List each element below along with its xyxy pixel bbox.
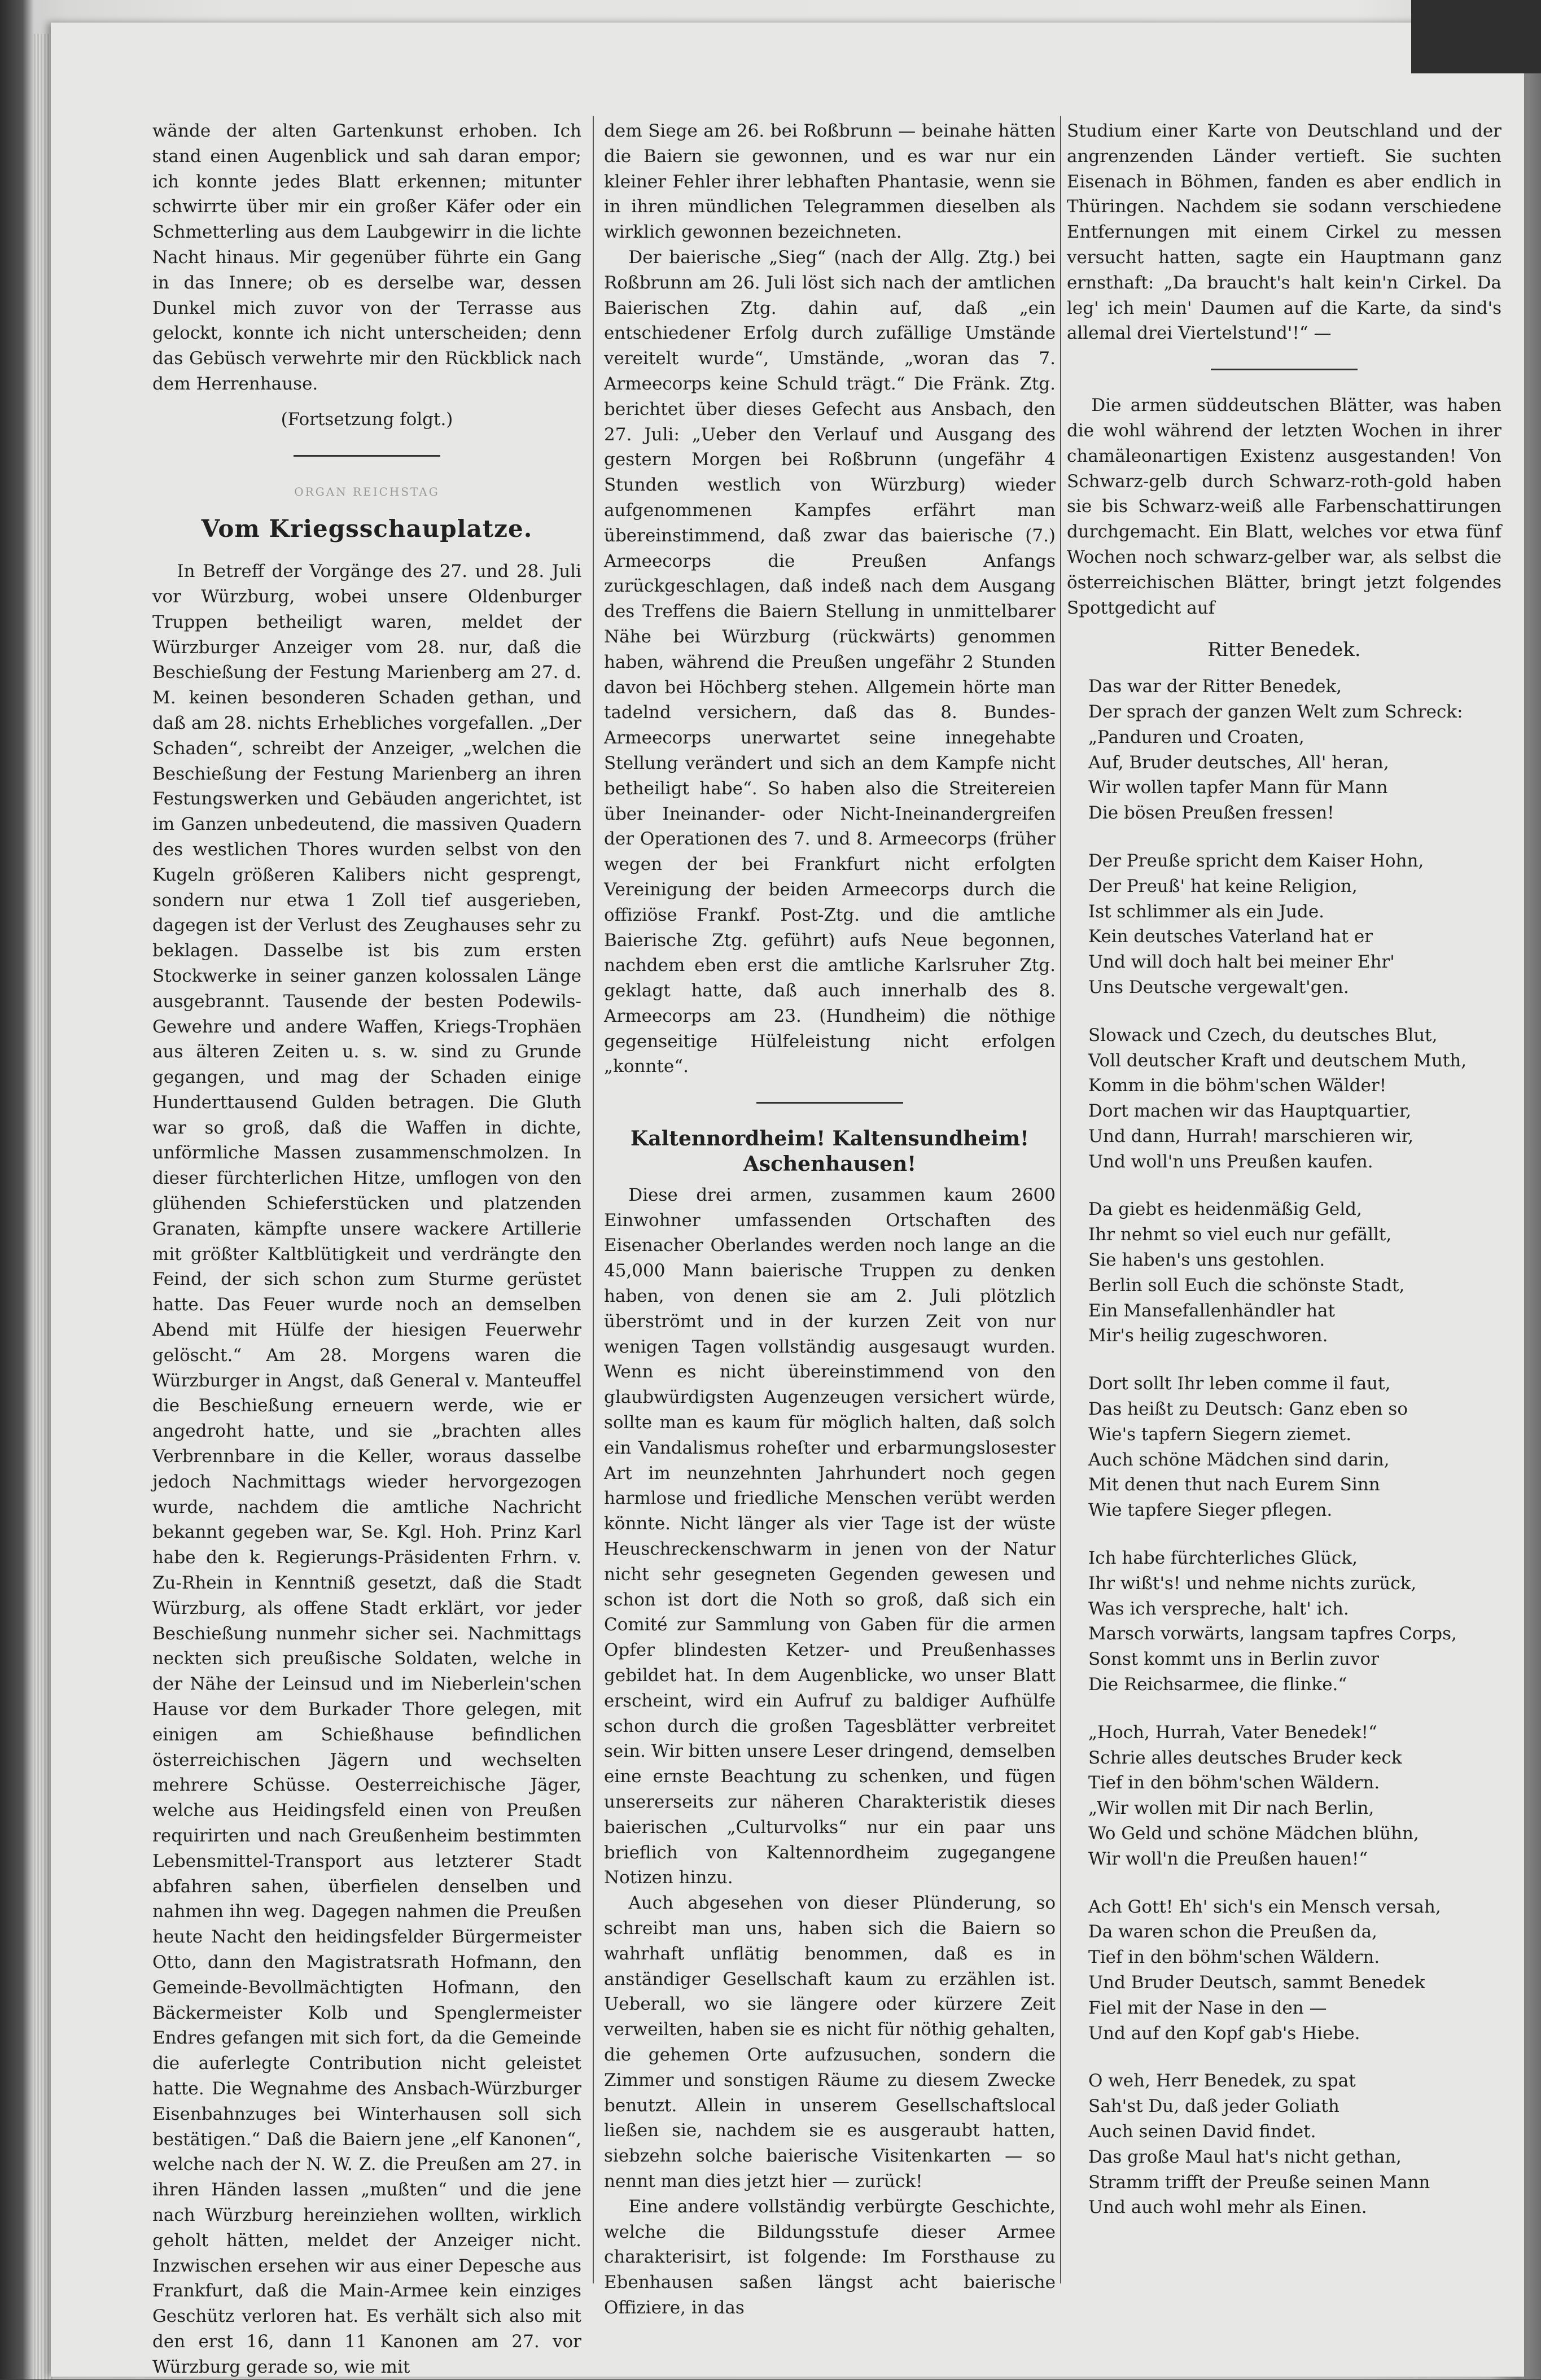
poem-line: Mir's heilig zugeschworen. bbox=[1088, 1325, 1328, 1346]
poem-line: Uns Deutsche vergewalt'gen. bbox=[1088, 977, 1349, 998]
article-heading: Kaltennordheim! Kaltensundheim! Aschenhausen! bbox=[631, 1127, 1029, 1176]
poem-line: Fiel mit der Nase in den — bbox=[1088, 1997, 1327, 2018]
poem-line: Sonst kommt uns in Berlin zuvor bbox=[1088, 1649, 1379, 1670]
column-rule-1 bbox=[593, 116, 594, 2283]
poem-line: „Hoch, Hurrah, Vater Benedek!“ bbox=[1088, 1722, 1377, 1743]
poem-stanza bbox=[1088, 674, 1501, 826]
poem-line: Ach Gott! Eh' sich's ein Mensch versah, bbox=[1088, 1896, 1441, 1917]
poem-line: Und auf den Kopf gab's Hiebe. bbox=[1088, 2023, 1360, 2044]
poem-line: Die bösen Preußen fressen! bbox=[1088, 803, 1334, 824]
poem-stanza bbox=[1088, 1895, 1501, 2046]
poem-line: Komm in die böhm'schen Wälder! bbox=[1088, 1075, 1387, 1096]
paragraph-sieg: Der baierische „Sieg“ (nach der Allg. Ztg.) bei Roßbrunn am 26. Juli löst sich nach der amtlichen Baierischen Ztg. dahin auf, daß „ein entschiedener Erfolg durch zufällige Umstände vereitelt wurde“, Umstände, „woran das 7. Armeecorps keine Schuld trägt.“ Die Fränk. Ztg. berichtet über dieses Gefecht aus Ansbach, den 27. Juli: „Ueber den Verlauf und Ausgang des gestern Morgen bei Roßbrunn (ungefähr 4 Stunden westlich von Würzburg) wieder aufgenommenen Kampfes erfährt man übereinstimmend, daß zwar das baierische (7.) Armeecorps die Preußen Anfangs zurückgeschlagen, daß indeß nach dem Ausgang des Treffens die Baiern Stellung in unmittelbarer Nähe bei Würzburg (rückwärts) genommen haben, während die Preußen ungefähr 2 Stunden davon bei Höchberg stehen. Allgemein hörte man tadelnd versichern, daß das 8. Bundes-Armeecorps unerwartet seine innegehabte Stellung verändert und sich an dem Kampfe nicht betheiligt habe“. So haben also die Streitereien über Ineinander- oder Nicht-Ineinandergreifen der Operationen des 7. und 8. Armeecorps (früher wegen der bei Frankfurt nicht erfolgten Vereinigung der beiden Armeecorps durch die offiziöse Frankf. Post-Ztg. und die amtliche Baierische Ztg. geführt) aufs Neue begonnen, nachdem eben erst die amtliche Karlsruher Ztg. geklagt hatte, daß auch innerhalb des 8. Armeecorps am 23. (Hundheim) die nöthige gegenseitige Hülfeleistung nicht erfolgen „konnte“. bbox=[604, 247, 1056, 1077]
paragraph-karte: Studium einer Karte von Deutschland und der angrenzenden Länder vertieft. Sie suchten Eisenach in Böhmen, fanden es aber endlich in Thüringen. Nachdem sie sodann verschiedene Entfernungen mit einem Cirkel zu messen versucht hatten, sagte ein Hauptmann ganz ernsthaft: „Da braucht's halt kein'n Cirkel. Da leg' ich mein' Daumen auf die Karte, da sind's allemal drei Viertelstund'!“ — bbox=[1067, 121, 1501, 344]
poem-line: Wie's tapfern Siegern ziemet. bbox=[1088, 1424, 1352, 1445]
paragraph-forsthaus: Eine andere vollständig verbürgte Geschichte, welche die Bildungsstufe dieser Armee charakterisirt, ist folgende: Im Forsthause zu Ebenhausen saßen längst acht baierische Offiziere, in das bbox=[604, 2196, 1056, 2318]
continued-note: (Fortsetzung folgt.) bbox=[281, 409, 453, 430]
war-report-body: In Betreff der Vorgänge des 27. und 28. Juli vor Würzburg, wobei unsere Oldenburger Truppen betheiligt waren, meldet der Würzburger Anzeiger vom 28. nur, daß die Beschießung der Festung Marienberg am 27. d. M. keinen besonderen Schaden gethan, und daß am 28. nichts Erhebliches vorgefallen. „Der Schaden“, schreibt der Anzeiger, „welchen die Beschießung der Festung Marienberg an ihren Festungswerken und Gebäuden angerichtet, ist im Ganzen unbedeutend, die massiven Quadern des westlichen Thores wurden selbst von den Kugeln größeren Kalibers nicht gesprengt, sondern nur etwa 1 Zoll tief ausgerieben, dagegen ist der Verlust des Zeughauses sehr zu beklagen. Dasselbe ist bis zum ersten Stockwerke in seiner ganzen kolossalen Länge ausgebrannt. Tausende der besten Podewils-Gewehre und andere Waffen, Kriegs-Trophäen aus älteren Zeiten u. s. w. sind zu Grunde gegangen, und mag der Schaden einige Hunderttausend Gulden betragen. Die Gluth war so groß, daß die Waffen in dichte, unförmliche Massen zusammenschmolzen. In dieser fürchterlichen Hitze, umflogen von den glühenden Schieferstücken und platzenden Granaten, kämpfte unsere wackere Artillerie mit größter Kaltblütigkeit und verdrängte den Feind, der sich schon zum Sturme gerüstet hatte. Das Feuer wurde noch an demselben Abend mit Hülfe der hiesigen Feuerwehr gelöscht.“ Am 28. Morgens waren die Würzburger in Angst, daß General v. Manteuffel die Beschießung erneuern werde, wie er angedroht hatte, und sie „brachten alles Verbrennbare in die Keller, woraus dasselbe jedoch Nachmittags wieder hervorgezogen wurde, nachdem die amtliche Nachricht bekannt gegeben war, Se. Kgl. Hoh. Prinz Karl habe den k. Regierungs-Präsidenten Frhrn. v. Zu-Rhein in Kenntniß gesetzt, daß die Stadt Würzburg, als offene Stadt erklärt, vor jeder Beschießung nunmehr sicher sei. Nachmittags neckten sich preußische Soldaten, welche in der Nähe der Leinsud und im Nieberlein'schen Hause vor dem Burkader Thore gelegen, mit einigen am Schießhause befindlichen österreichischen Jägern und wechselten mehrere Schüsse. Oesterreichische Jäger, welche aus Heidingsfeld einen von Preußen requirirten und nach Greußenheim bestimmten Lebensmittel-Transport aus letzterer Stadt abfahren sahen, überfielen denselben und nahmen ihn weg. Dagegen nahmen die Preußen heute Nacht den heidingsfelder Bürgermeister Otto, dann den Magistratsrath Hofmann, den Gemeinde-Bevollmächtigten Hofmann, den Bäckermeister Kolb und Spenglermeister Endres gefangen mit sich fort, da die Gemeinde die auferlegte Contribution nicht geleistet hatte. Die Wegnahme des Ansbach-Würzburger Eisenbahnzuges bei Winterhausen soll sich bestätigen.“ Daß die Baiern jene „elf Kanonen“, welche nach der N. W. Z. die Preußen am 27. in ihren Händen lassen „mußten“ und die jene nach Würzburg hereinziehen wollten, wirklich geholt hätten, meldet der Anzeiger nicht. Inzwischen ersehen wir aus einer Depesche aus Frankfurt, daß die Main-Armee kein einziges Geschütz verloren hat. Es verhält sich also mit den erst 16, dann 11 Kanonen am 27. vor Würzburg gerade so, wie mit bbox=[152, 561, 581, 2377]
poem-line: Die Reichsarmee, die flinke.“ bbox=[1088, 1674, 1347, 1695]
poem-line: Ich habe fürchterliches Glück, bbox=[1088, 1548, 1358, 1569]
poem-line: Das war der Ritter Benedek, bbox=[1088, 676, 1342, 697]
poem-line: Kein deutsches Vaterland hat er bbox=[1088, 926, 1373, 947]
poem-stanza bbox=[1088, 1023, 1501, 1175]
poem-line: Der Preuß' hat keine Religion, bbox=[1088, 876, 1358, 896]
separator bbox=[294, 455, 440, 457]
poem-line: „Wir wollen mit Dir nach Berlin, bbox=[1088, 1798, 1374, 1819]
poem-line: Marsch vorwärts, langsam tapfres Corps, bbox=[1088, 1624, 1457, 1644]
poem-line: Stramm trifft der Preuße seinen Mann bbox=[1088, 2172, 1430, 2193]
poem-stanza bbox=[1088, 2068, 1501, 2220]
poem-line: Was ich verspreche, halt' ich. bbox=[1088, 1598, 1349, 1619]
poem-stanza bbox=[1088, 1371, 1501, 1523]
poem-line: Ihr wißt's! und nehme nichts zurück, bbox=[1088, 1573, 1417, 1594]
column-3 bbox=[1067, 119, 1501, 2243]
paragraph-rossbrunn: dem Siege am 26. bei Roßbrunn — beinahe hätten die Baiern sie gewonnen, und es war nur ein kleiner Fehler ihrer lebhaften Phantasie, wenn sie in ihren mündlichen Telegrammen dieselben als wirklich gewonnen bezeichneten. bbox=[604, 121, 1056, 243]
poem-line: O weh, Herr Benedek, zu spat bbox=[1088, 2071, 1356, 2092]
poem-line: Slowack und Czech, du deutsches Blut, bbox=[1088, 1025, 1438, 1045]
poem-line: Wo Geld und schöne Mädchen blühn, bbox=[1088, 1823, 1419, 1844]
poem-line: Dort machen wir das Hauptquartier, bbox=[1088, 1101, 1412, 1122]
poem-line: Der Preuße spricht dem Kaiser Hohn, bbox=[1088, 850, 1424, 871]
section-title: Vom Kriegsschauplatze. bbox=[201, 515, 533, 543]
poem-line: Wir wollen tapfer Mann für Mann bbox=[1088, 777, 1388, 798]
poem-line: Ihr nehmt so viel euch nur gefällt, bbox=[1088, 1224, 1392, 1245]
column-rule-2 bbox=[1060, 116, 1061, 2283]
poem-line: Und Bruder Deutsch, sammt Benedek bbox=[1088, 1972, 1425, 1993]
paragraph-blaetter: Die armen süddeutschen Blätter, was haben die wohl während der letzten Wochen in ihrer chamäleonartigen Existenz ausgestanden! Von Schwarz-gelb durch Schwarz-roth-gold haben sie bis Schwarz-weiß alle Farbenschattirungen durchgemacht. Ein Blatt, welches vor etwa fünf Wochen noch schwarz-gelber war, als selbst die österreichischen Blätter, bringt jetzt folgendes Spottgedicht auf bbox=[1067, 395, 1501, 618]
poem-line: Auch schöne Mädchen sind darin, bbox=[1088, 1449, 1390, 1470]
poem-title: Ritter Benedek. bbox=[1207, 638, 1361, 662]
poem-line: Ein Mansefallenhändler hat bbox=[1088, 1300, 1335, 1321]
poem-line: Und woll'n uns Preußen kaufen. bbox=[1088, 1151, 1373, 1172]
poem-line: Sah'st Du, daß jeder Goliath bbox=[1088, 2096, 1339, 2117]
poem-line: Auf, Bruder deutsches, All' heran, bbox=[1088, 752, 1389, 773]
story-continuation: wände der alten Gartenkunst erhoben. Ich stand einen Augenblick und sah daran empor; ich konnte jedes Blatt erkennen; mitunter schwirrte über mir ein großer Käfer oder ein Schmetterling aus dem Laubgewirr in die lichte Nacht hinaus. Mir gegenüber führte ein Gang in das Innere; ob es derselbe war, dessen Dunkel mich zuvor von der Terrasse aus gelockt, konnte ich nicht unterscheiden; denn das Gebüsch verwehrte mir den Rückblick nach dem Herrenhause. bbox=[152, 121, 581, 394]
separator bbox=[1211, 369, 1358, 370]
poem-stanza bbox=[1088, 1197, 1501, 1349]
poem-line: „Panduren und Croaten, bbox=[1088, 727, 1304, 747]
poem-line: Da giebt es heidenmäßig Geld, bbox=[1088, 1199, 1362, 1220]
poem-line: Sie haben's uns gestohlen. bbox=[1088, 1250, 1325, 1271]
poem-stanza bbox=[1088, 1546, 1501, 1698]
column-2 bbox=[604, 119, 1056, 2321]
poem-line: Das große Maul hat's nicht gethan, bbox=[1088, 2146, 1402, 2167]
poem-line: Auch seinen David findet. bbox=[1088, 2121, 1316, 2142]
poem-stanza bbox=[1088, 1720, 1501, 1872]
paragraph-pluenderung: Auch abgesehen von dieser Plünderung, so schreibt man uns, haben sich die Baiern so wahrhaft unflätig benommen, daß es in anständiger Gesellschaft kaum zu erzählen ist. Ueberall, wo sie längere oder kürzere Zeit verweilten, haben sie es nicht für nöthig gehalten, die gehemen Orte aufzusuchen, sondern die Zimmer und sonstigen Räume zu diesem Zwecke benutzt. Allein in unserem Gesellschaftslocal ließen sie, nachdem sie es ausgeraubt hatten, siebzehn solche baierische Visitenkarten — so nennt man dies jetzt hier — zurück! bbox=[604, 1893, 1056, 2191]
poem-line: Dort sollt Ihr leben comme il faut, bbox=[1088, 1373, 1391, 1394]
poem-line: Mit denen thut nach Eurem Sinn bbox=[1088, 1475, 1380, 1495]
separator bbox=[756, 1102, 903, 1104]
poem-line: Wie tapfere Sieger pflegen. bbox=[1088, 1500, 1333, 1521]
poem bbox=[1067, 674, 1501, 2220]
poem-line: Voll deutscher Kraft und deutschem Muth, bbox=[1088, 1050, 1467, 1071]
poem-line: Und dann, Hurrah! marschieren wir, bbox=[1088, 1126, 1414, 1147]
poem-line: Und will doch halt bei meiner Ehr' bbox=[1088, 952, 1395, 973]
poem-stanza bbox=[1088, 848, 1501, 1000]
poem-line: Ist schlimmer als ein Jude. bbox=[1088, 901, 1325, 922]
bleed-through-text: ORGAN REICHSTAG bbox=[294, 484, 440, 498]
poem-line: Berlin soll Euch die schönste Stadt, bbox=[1088, 1275, 1405, 1296]
poem-line: Da waren schon die Preußen da, bbox=[1088, 1922, 1377, 1943]
poem-line: Tief in den böhm'schen Wäldern. bbox=[1088, 1947, 1380, 1968]
poem-line: Das heißt zu Deutsch: Ganz eben so bbox=[1088, 1399, 1408, 1420]
poem-line: Und auch wohl mehr als Einen. bbox=[1088, 2197, 1367, 2218]
page-stack-edge bbox=[34, 34, 53, 2379]
poem-line: Tief in den böhm'schen Wäldern. bbox=[1088, 1773, 1380, 1793]
poem-line: Der sprach der ganzen Welt zum Schreck: bbox=[1088, 701, 1463, 722]
column-1 bbox=[152, 119, 581, 2380]
poem-line: Schrie alles deutsches Bruder keck bbox=[1088, 1747, 1402, 1768]
paragraph-villages: Diese drei armen, zusammen kaum 2600 Einwohner umfassenden Ortschaften des Eisenacher Oberlandes werden noch lange an die 45,000 Mann baierische Truppen zu denken haben, von denen sie am 2. Juli plötzlich überströmt und in der kurzen Zeit von nur wenigen Tagen vollständig ausgesaugt wurden. Wenn es nicht übereinstimmend von den glaubwürdigsten Augenzeugen versichert würde, sollte man es kaum für möglich halten, daß solch ein Vandalismus roheſter und erbarmungslosester Art im neunzehnten Jahrhundert noch gegen harmlose und friedliche Menschen verübt werden könnte. Nicht länger als vier Tage ist der wüste Heuschreckenschwarm in jenen von der Natur nicht sehr gesegneten Gegenden gewesen und schon ist dort die Noth so groß, daß sich ein Comité zur Sammlung von Gaben für die armen Opfer blindesten Ketzer- und Preußenhasses gebildet hat. In dem Augenblicke, wo unser Blatt erscheint, wird ein Aufruf zu baldiger Aufhülfe schon durch die großen Tagesblätter verbreitet sein. Wir bitten unsere Leser dringend, demselben eine ernste Beachtung zu schenken, und fügen unsererseits zur näheren Charakteristik dieses baierischen „Culturvolks“ nur ein paar uns brieflich von Kaltennordheim zugegangene Notizen hinzu. bbox=[604, 1184, 1056, 1888]
scan-corner bbox=[1411, 0, 1541, 73]
poem-line: Wir woll'n die Preußen hauen!“ bbox=[1088, 1848, 1368, 1869]
